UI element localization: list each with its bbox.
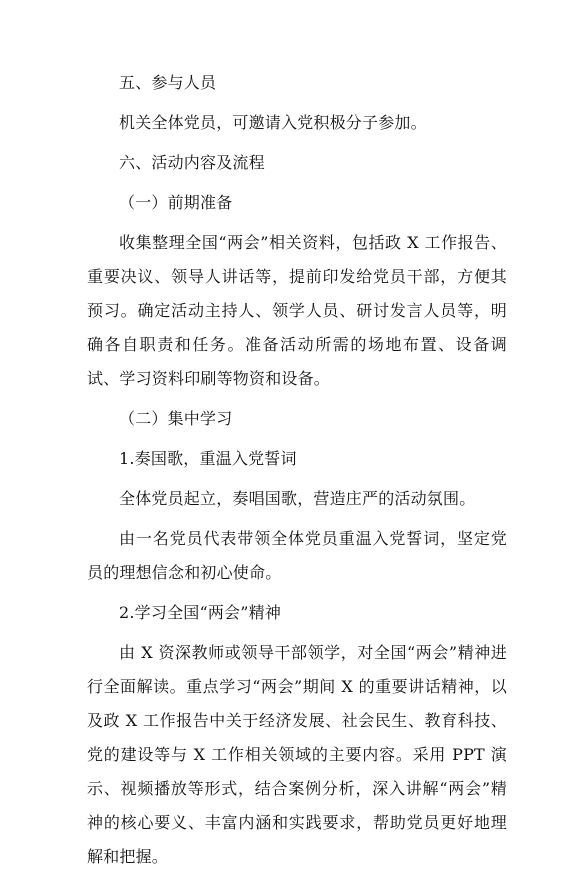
study-paragraph: 由 X 资深教师或领导干部领学，对全国“两会”精神进行全面解读。重点学习“两会”期间 X 的重要讲话精神，以及政 X 工作报告中关于经济发展、社会民生、教育科技、党的建设等与 X 工作相关领域的主要内容。采用 PPT 演示、视频播放等形式，结合案例分析，深入讲解“两会”精神的核心要义、丰富内涵和实践要求，帮助党员更好地理解和把握。 <box>87 643 507 866</box>
anthem-paragraph: 全体党员起立，奏唱国歌，营造庄严的活动氛围。 <box>119 489 476 508</box>
section-heading-participants: 五、参与人员 <box>119 73 217 92</box>
oath-paragraph: 由一名党员代表带领全体党员重温入党誓词，坚定党员的理想信念和初心使命。 <box>87 529 507 582</box>
section-heading-content-process: 六、活动内容及流程 <box>119 153 265 172</box>
document-body <box>87 66 507 874</box>
participants-paragraph: 机关全体党员，可邀请入党积极分子参加。 <box>119 113 427 132</box>
subheading-preparation: （一）前期准备 <box>119 193 233 212</box>
item-heading-anthem-oath: 1.奏国歌，重温入党誓词 <box>119 449 297 468</box>
preparation-paragraph: 收集整理全国“两会”相关资料，包括政 X 工作报告、重要决议、领导人讲话等，提前印发给党员干部，方便其预习。确定活动主持人、领学人员、研讨发言人员等，明确各自职责和任务。准备活动所需的场地布置、设备调试、学习资料印刷等物资和设备。 <box>87 233 507 388</box>
item-heading-study-sessions: 2.学习全国“两会”精神 <box>119 603 282 622</box>
subheading-centralized-study: （二）集中学习 <box>119 409 233 428</box>
